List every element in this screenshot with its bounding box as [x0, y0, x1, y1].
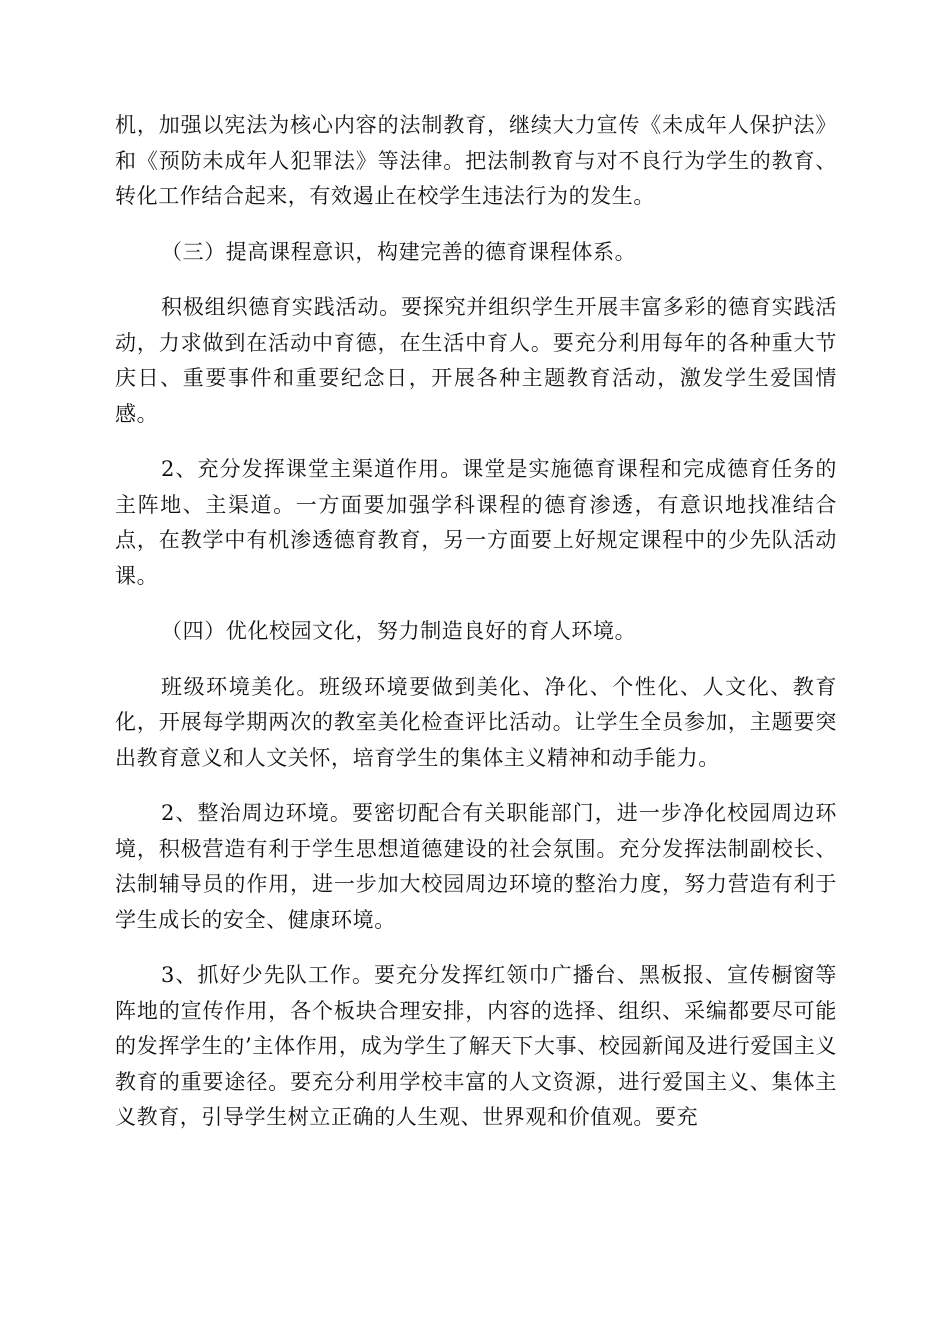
paragraph-practice-activities: 积极组织德育实践活动。要探究并组织学生开展丰富多彩的德育实践活动，力求做到在活动中育德，在生活中育人。要充分利用每年的各种重大节庆日、重要事件和重要纪念日，开展各种主题教育活动，激发学生爱国情感。 [115, 295, 837, 426]
document-body [115, 108, 837, 1156]
paragraph-class-environment: 班级环境美化。班级环境要做到美化、净化、个性化、人文化、教育化，开展每学期两次的教室美化检查评比活动。让学生全员参加，主题要突出教育意义和人文关怀，培育学生的集体主义精神和动手能力。 [115, 674, 837, 770]
section-heading-campus-culture: （四）优化校园文化，努力制造良好的育人环境。 [161, 619, 637, 643]
paragraph-young-pioneers: 3、抓好少先队工作。要充分发挥红领巾广播台、黑板报、宣传橱窗等阵地的宣传作用，各个板块合理安排，内容的选择、组织、采编都要尽可能的发挥学生的’主体作用，成为学生了解天下大事、校园新闻及进行爱国主义教育的重要途径。要充分利用学校丰富的人文资源，进行爱国主义、集体主义教育，引导学生树立正确的人生观、世界观和价值观。要充 [115, 963, 837, 1129]
paragraph-classroom-channel: 2、充分发挥课堂主渠道作用。课堂是实施德育课程和完成德育任务的主阵地、主渠道。一方面要加强学科课程的德育渗透，有意识地找准结合点，在教学中有机渗透德育教育，另一方面要上好规定课程中的少先队活动课。 [115, 457, 837, 588]
section-heading-curriculum: （三）提高课程意识，构建完善的德育课程体系。 [161, 239, 637, 264]
paragraph-surrounding-environment: 2、整治周边环境。要密切配合有关职能部门，进一步净化校园周边环境，积极营造有利于学生思想道德建设的社会氛围。充分发挥法制副校长、法制辅导员的作用，进一步加大校园周边环境的整治力度，努力营造有利于学生成长的安全、健康环境。 [115, 801, 837, 932]
paragraph-law-education: 机，加强以宪法为核心内容的法制教育，继续大力宣传《未成年人保护法》和《预防未成年人犯罪法》等法律。把法制教育与对不良行为学生的教育、转化工作结合起来，有效遏止在校学生违法行为的发生。 [115, 113, 837, 208]
